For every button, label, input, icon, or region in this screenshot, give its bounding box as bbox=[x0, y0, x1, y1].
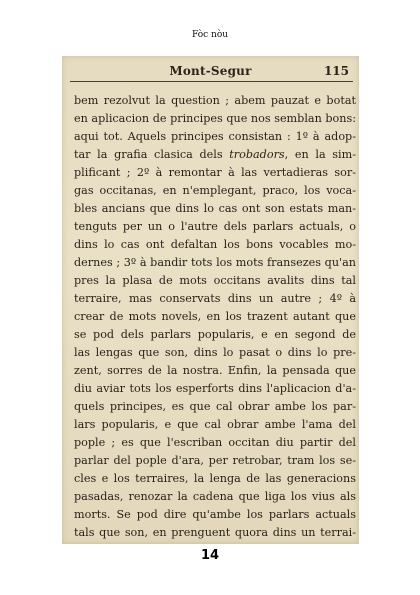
text-line: dins lo cas ont defaltan los bons vocables mo- bbox=[74, 238, 356, 251]
text-line: plificant ; 2º à remontar à las vertadieras sor- bbox=[74, 166, 356, 179]
scan-page-number: 115 bbox=[323, 64, 349, 78]
text-line: tals que son, en prenguent quora dins un terrai- bbox=[74, 526, 356, 539]
text-line: pasadas, renozar la cadena que liga los vius als bbox=[74, 490, 356, 503]
body-text bbox=[74, 92, 356, 544]
text-line: se pod dels parlars popularis, e en segond de bbox=[74, 328, 356, 341]
text-line: parlar del pople d'ara, per retrobar, tram los se- bbox=[74, 454, 356, 467]
text-line: tar la grafia clasica dels trobadors, en la sim- bbox=[74, 148, 356, 161]
text-line: dernes ; 3º à bandir tots los mots fransezes qu'an bbox=[74, 256, 356, 269]
text-line: cles e los terraires, la lenga de las generacions bbox=[74, 472, 356, 485]
text-line: lars popularis, e que cal obrar ambe l'ama del bbox=[74, 418, 356, 431]
text-line: crear de mots novels, en los trazent autant que bbox=[74, 310, 356, 323]
text-line: bles ancians que dins lo cas ont son estats man- bbox=[74, 202, 356, 215]
text-line: pres la plasa de mots occitans avalits dins tal bbox=[74, 274, 356, 287]
text-line: terraire, mas conservats dins un autre ; 4º à bbox=[74, 292, 356, 305]
text-line: diu aviar tots los esperforts dins l'aplicacion d'a- bbox=[74, 382, 356, 395]
scanned-page-image bbox=[62, 56, 359, 544]
text-line: aqui tot. Aquels principes consistan : 1º à adop- bbox=[74, 130, 356, 143]
text-line: tenguts per un o l'autre dels parlars actuals, o bbox=[74, 220, 356, 233]
text-line: morts. Se pod dire qu'ambe los parlars actuals bbox=[74, 508, 356, 521]
text-line bbox=[74, 542, 356, 544]
header-rule bbox=[70, 81, 353, 82]
text-line: bem rezolvut la question ; abem pauzat e botat bbox=[74, 94, 356, 107]
text-line: zent, sorres de la nostra. Enfin, la pensada que bbox=[74, 364, 356, 377]
text-line: pople ; es que l'escriban occitan diu partir del bbox=[74, 436, 356, 449]
footer-page-number: 14 bbox=[200, 548, 220, 563]
page-header-title: Fòc nòu bbox=[191, 30, 229, 40]
text-line: en aplicacion de principes que nos semblan bons: bbox=[74, 112, 356, 125]
running-head bbox=[62, 62, 359, 80]
text-line: quels principes, es que cal obrar ambe los par- bbox=[74, 400, 356, 413]
text-line: gas occitanas, en n'emplegant, praco, los voca- bbox=[74, 184, 356, 197]
running-title: Mont-Segur bbox=[169, 64, 252, 78]
text-line: las lengas que son, dins lo pasat o dins lo pre- bbox=[74, 346, 356, 359]
